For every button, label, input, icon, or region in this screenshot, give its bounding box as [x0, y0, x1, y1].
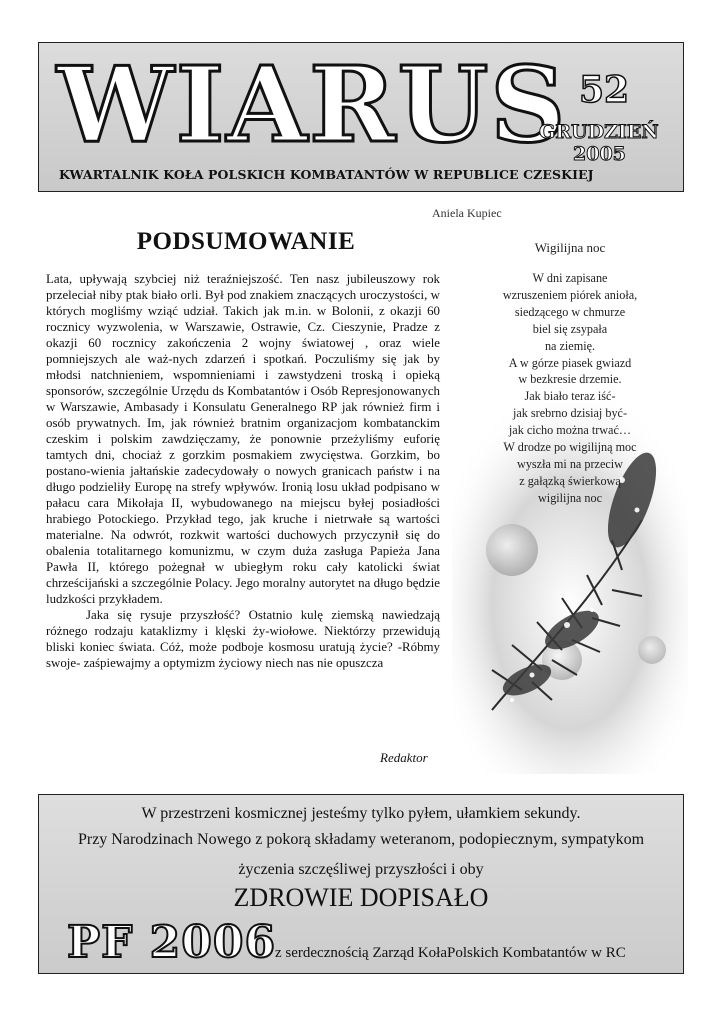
poem	[454, 240, 686, 507]
poem-author: Aniela Kupiec	[432, 206, 502, 220]
poem-line: wigilijna noc	[538, 490, 602, 505]
magazine-subtitle: KWARTALNIK KOŁA POLSKICH KOMBATANTÓW W REPUBLICE CZESKIEJ	[59, 167, 594, 182]
poem-line: jak cicho można trwać…	[508, 423, 632, 438]
poem-line: W drodze po wigilijną moc	[503, 440, 637, 455]
article-body	[46, 271, 440, 671]
poem-line: na ziemię.	[544, 338, 596, 353]
poem-line: Jak biało teraz iść-	[524, 389, 616, 404]
greeting-line-1: W przestrzeni kosmicznej jesteśmy tylko pyłem, ułamkiem sekundy.	[141, 805, 581, 822]
pf-year: PF 2006	[67, 917, 277, 968]
poem-line: W dni zapisane	[532, 271, 608, 285]
poem-line: wzruszeniem piórek anioła,	[502, 287, 638, 302]
poem-line: z gałązką świerkową	[519, 473, 621, 488]
masthead	[38, 42, 684, 192]
poem-line: siedzącego w chmurze	[514, 304, 626, 319]
issue-number: 52	[579, 69, 630, 111]
poem-title: Wigilijna noc	[534, 240, 606, 255]
article-signature: Redaktor	[380, 750, 428, 765]
issue-year: 2005	[573, 143, 626, 165]
magazine-title: WIARUS	[57, 43, 568, 166]
greeting-line-3: życzenia szczęśliwej przyszłości i oby	[238, 861, 484, 878]
greeting-line-2: Przy Narodzinach Nowego z pokorą składamy weteranom, podopiecznym, sympatykom	[77, 831, 645, 848]
article-paragraph: Jaka się rysuje przyszłość? Ostatnio kulę ziemską nawiedzają różnego rodzaju kataklizmy i klęski ży-wiołowe. Niektórzy przewidują bliski koniec świata. Cóż, może podboje kosmosu uratują życie? -Róbmy swoje- zaśpiewajmy a optymizm życiowy niech nas nie opuszcza	[46, 608, 440, 670]
poem-line: A w górze piasek gwiazd	[508, 355, 632, 370]
greeting-headline: ZDROWIE DOPISAŁO	[233, 883, 489, 912]
greeting-box	[38, 794, 684, 974]
poem-line: w bezkresie drzemie.	[518, 372, 622, 387]
greeting-closing: z serdecznością Zarząd KołaPolskich Kombatantów w RC	[275, 945, 626, 961]
poem-line: jak srebrno dzisiaj być-	[512, 406, 628, 421]
article-title: PODSUMOWANIE	[136, 228, 356, 255]
poem-line: biel się zsypała	[532, 321, 608, 336]
poem-line: wyszła mi na przeciw	[517, 456, 623, 471]
article-paragraph: Lata, upływają szybciej niż teraźniejszość. Ten nasz jubileuszowy rok przeleciał niby ptak biało orli. Był pod znakiem znaczących uroczystości, w których mogliśmy wziąć udział. Takich jak m.in. w Bolonii, z okazji 60 rocznicy wyzwolenia, w Warszawie, Ostrawie, Cz. Cieszynie, Pradze z okazji 60 rocznicy zakończenia 2 wojny światowej , oraz wiele pomniejszych ale waż-nych zdarzeń i spotkań. Poczuliśmy się jak by młodsi natchnieniem, wspomnieniami i zawstydzeni troską i opieką sponsorów, szczególnie Urzędu ds Kombatantów i Osób Represjonowanych w Warszawie, Ambasady i Konsulatu Generalnego RP jak również firm i osób prywatnych. Im, jak również bratnim organizacjom kombatanckim czeskim i polskim zawdzięczamy, że ponownie przeżyliśmy euforię tamtych dni, chociaż z gorzkim posmakiem zwycięstwa. Gorzkim, bo postano-wienia jałtańskie zadecydowały o nowych granicach państw i na długo podzieliły Europę na strefy wpływów. Ironią losu układ podpisano w pałacu cara Mikołaja II, wybudowanego na miejscu byłej posiadłości hrabiego Potockiego. Przykład tego, jak kruche i nietrwałe są wartości materialne. Na odwrót, rozkwit wartości duchowych przyczynił się do obalenia totalitarnego komunizmu, w czym duża zasługa Papieża Jana Pawła II, którego pożegnał w ubiegłym roku cały katolicki świat chrześcijański a szczególnie Polacy. Jego moralny autorytet na długo będzie ludzkości przykładem.	[46, 272, 440, 606]
issue-month: GRUDZIEŃ	[539, 121, 659, 143]
